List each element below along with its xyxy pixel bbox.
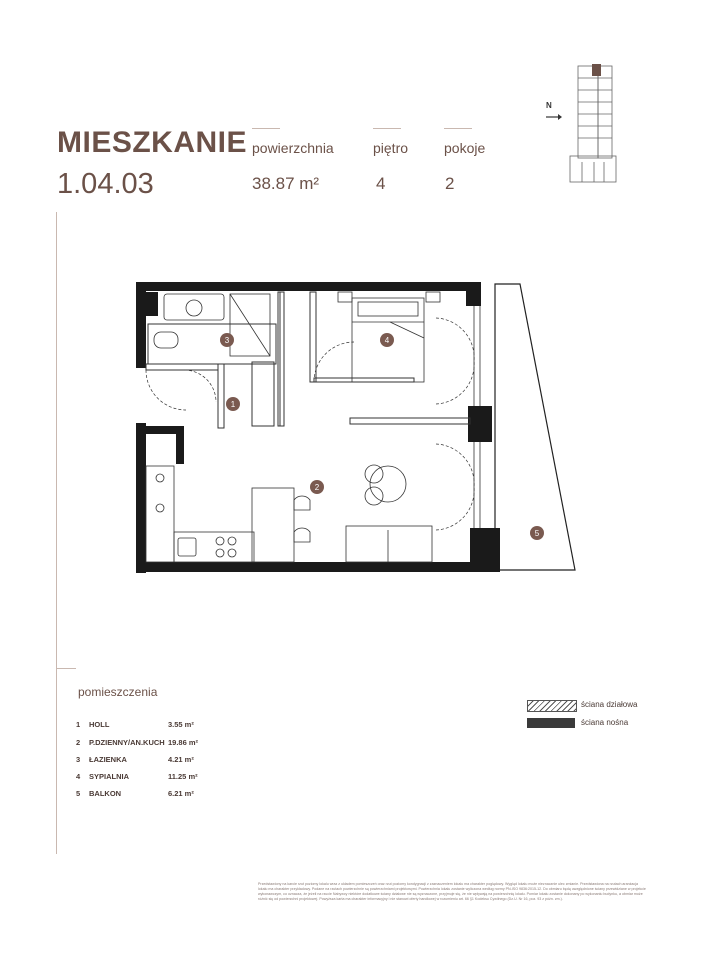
room-row <box>76 789 216 801</box>
stat-label-floor: piętro <box>373 140 409 156</box>
room-area: 19.86 m² <box>168 738 199 747</box>
room-row <box>76 720 216 732</box>
room-marker-4 <box>380 333 394 347</box>
room-marker-1 <box>226 397 240 411</box>
vertical-rule <box>56 212 57 672</box>
stat-divider <box>444 128 472 129</box>
legend-label-load-bearing: ściana nośna <box>581 718 629 727</box>
partition-walls <box>146 292 470 428</box>
stat-value-area: 38.87 m² <box>252 174 320 193</box>
room-row <box>76 738 216 750</box>
svg-text:3: 3 <box>224 336 230 345</box>
room-marker-5 <box>530 526 544 540</box>
room-name: BALKON <box>89 789 122 798</box>
rooms-heading: pomieszczenia <box>78 685 158 699</box>
room-number: 5 <box>76 789 81 798</box>
bathroom-fixtures <box>154 294 270 356</box>
room-marker-2 <box>310 480 324 494</box>
room-number: 1 <box>76 720 81 729</box>
living-furniture <box>346 465 432 562</box>
stat-divider <box>252 128 280 129</box>
svg-text:2: 2 <box>314 483 320 492</box>
arrow-right-icon <box>546 114 562 120</box>
highlighted-unit <box>592 64 601 76</box>
load-bearing-walls <box>136 282 500 573</box>
room-area: 4.21 m² <box>168 755 194 764</box>
apartment-number: 1.04.03 <box>57 168 154 200</box>
north-label: N <box>546 101 552 110</box>
horizontal-rule <box>56 668 76 669</box>
building-outline <box>570 66 616 182</box>
room-name: HOLL <box>89 720 110 729</box>
room-area: 3.55 m² <box>168 720 194 729</box>
room-name: SYPIALNIA <box>89 772 130 781</box>
stat-divider <box>373 128 401 129</box>
floor-plan <box>130 278 580 578</box>
stat-label-rooms: pokoje <box>444 140 486 156</box>
room-number: 4 <box>76 772 81 781</box>
svg-text:4: 4 <box>384 336 390 345</box>
partition-wall-swatch <box>527 700 577 712</box>
room-area: 11.25 m² <box>168 772 198 781</box>
building-key-plan <box>540 58 620 188</box>
room-number: 2 <box>76 738 81 747</box>
stat-value-rooms: 2 <box>445 174 455 193</box>
room-name: P.DZIENNY/AN.KUCH <box>89 738 165 747</box>
stat-label-area: powierzchnia <box>252 140 334 156</box>
vertical-rule <box>56 668 57 854</box>
apartment-title: MIESZKANIE <box>57 126 248 159</box>
room-row <box>76 755 216 767</box>
room-area: 6.21 m² <box>168 789 194 798</box>
svg-text:1: 1 <box>230 400 236 409</box>
svg-text:5: 5 <box>534 529 540 538</box>
disclaimer-text: Przedstawiony na karcie rzut poziomy lokalu wraz z układem pomieszczeń oraz rzut poziomy kondygnacji z zaznaczeniem lokalu ma charakter poglądowy. Wygląd lokalu może nieznacznie ulec zmianie. Przedstawiona na rzutach aranżacja lokalu ma charakter przykładowy. Podane na rzutach powierzchnie są powierzchniami projektowymi. Powierzchnia lokalu zostanie wyliczona według normy PN-ISO 9836:2015-12. Do obmiaru będą uwzględnione ściany przewidziane w projekcie wykonawczym, co oznacza, że jeżeli na rzucie Nabywcy niektóre dodatkowe ściany działowe nie są wyznaczone, przyjmuje się, że nie wpływają na powierzchnię lokalu. Pomiar lokalu zostanie dokonany po wykonaniu budynku, a obmiar może różnić się od powierzchni projektowej. Powyższa karta ma charakter informacyjny i nie stanowi oferty handlowej w rozumieniu art. 66 §1 Kodeksu Cywilnego (Dz.U. Nr 16, poz. 93 z późn. zm.). <box>258 882 646 901</box>
room-marker-3 <box>220 333 234 347</box>
legend-label-partition: ściana działowa <box>581 700 638 709</box>
load-bearing-wall-swatch <box>527 718 575 728</box>
room-name: ŁAZIENKA <box>89 755 127 764</box>
stat-value-floor: 4 <box>376 174 386 193</box>
kitchen-counter <box>146 466 310 562</box>
room-number: 3 <box>76 755 81 764</box>
room-row <box>76 772 216 784</box>
